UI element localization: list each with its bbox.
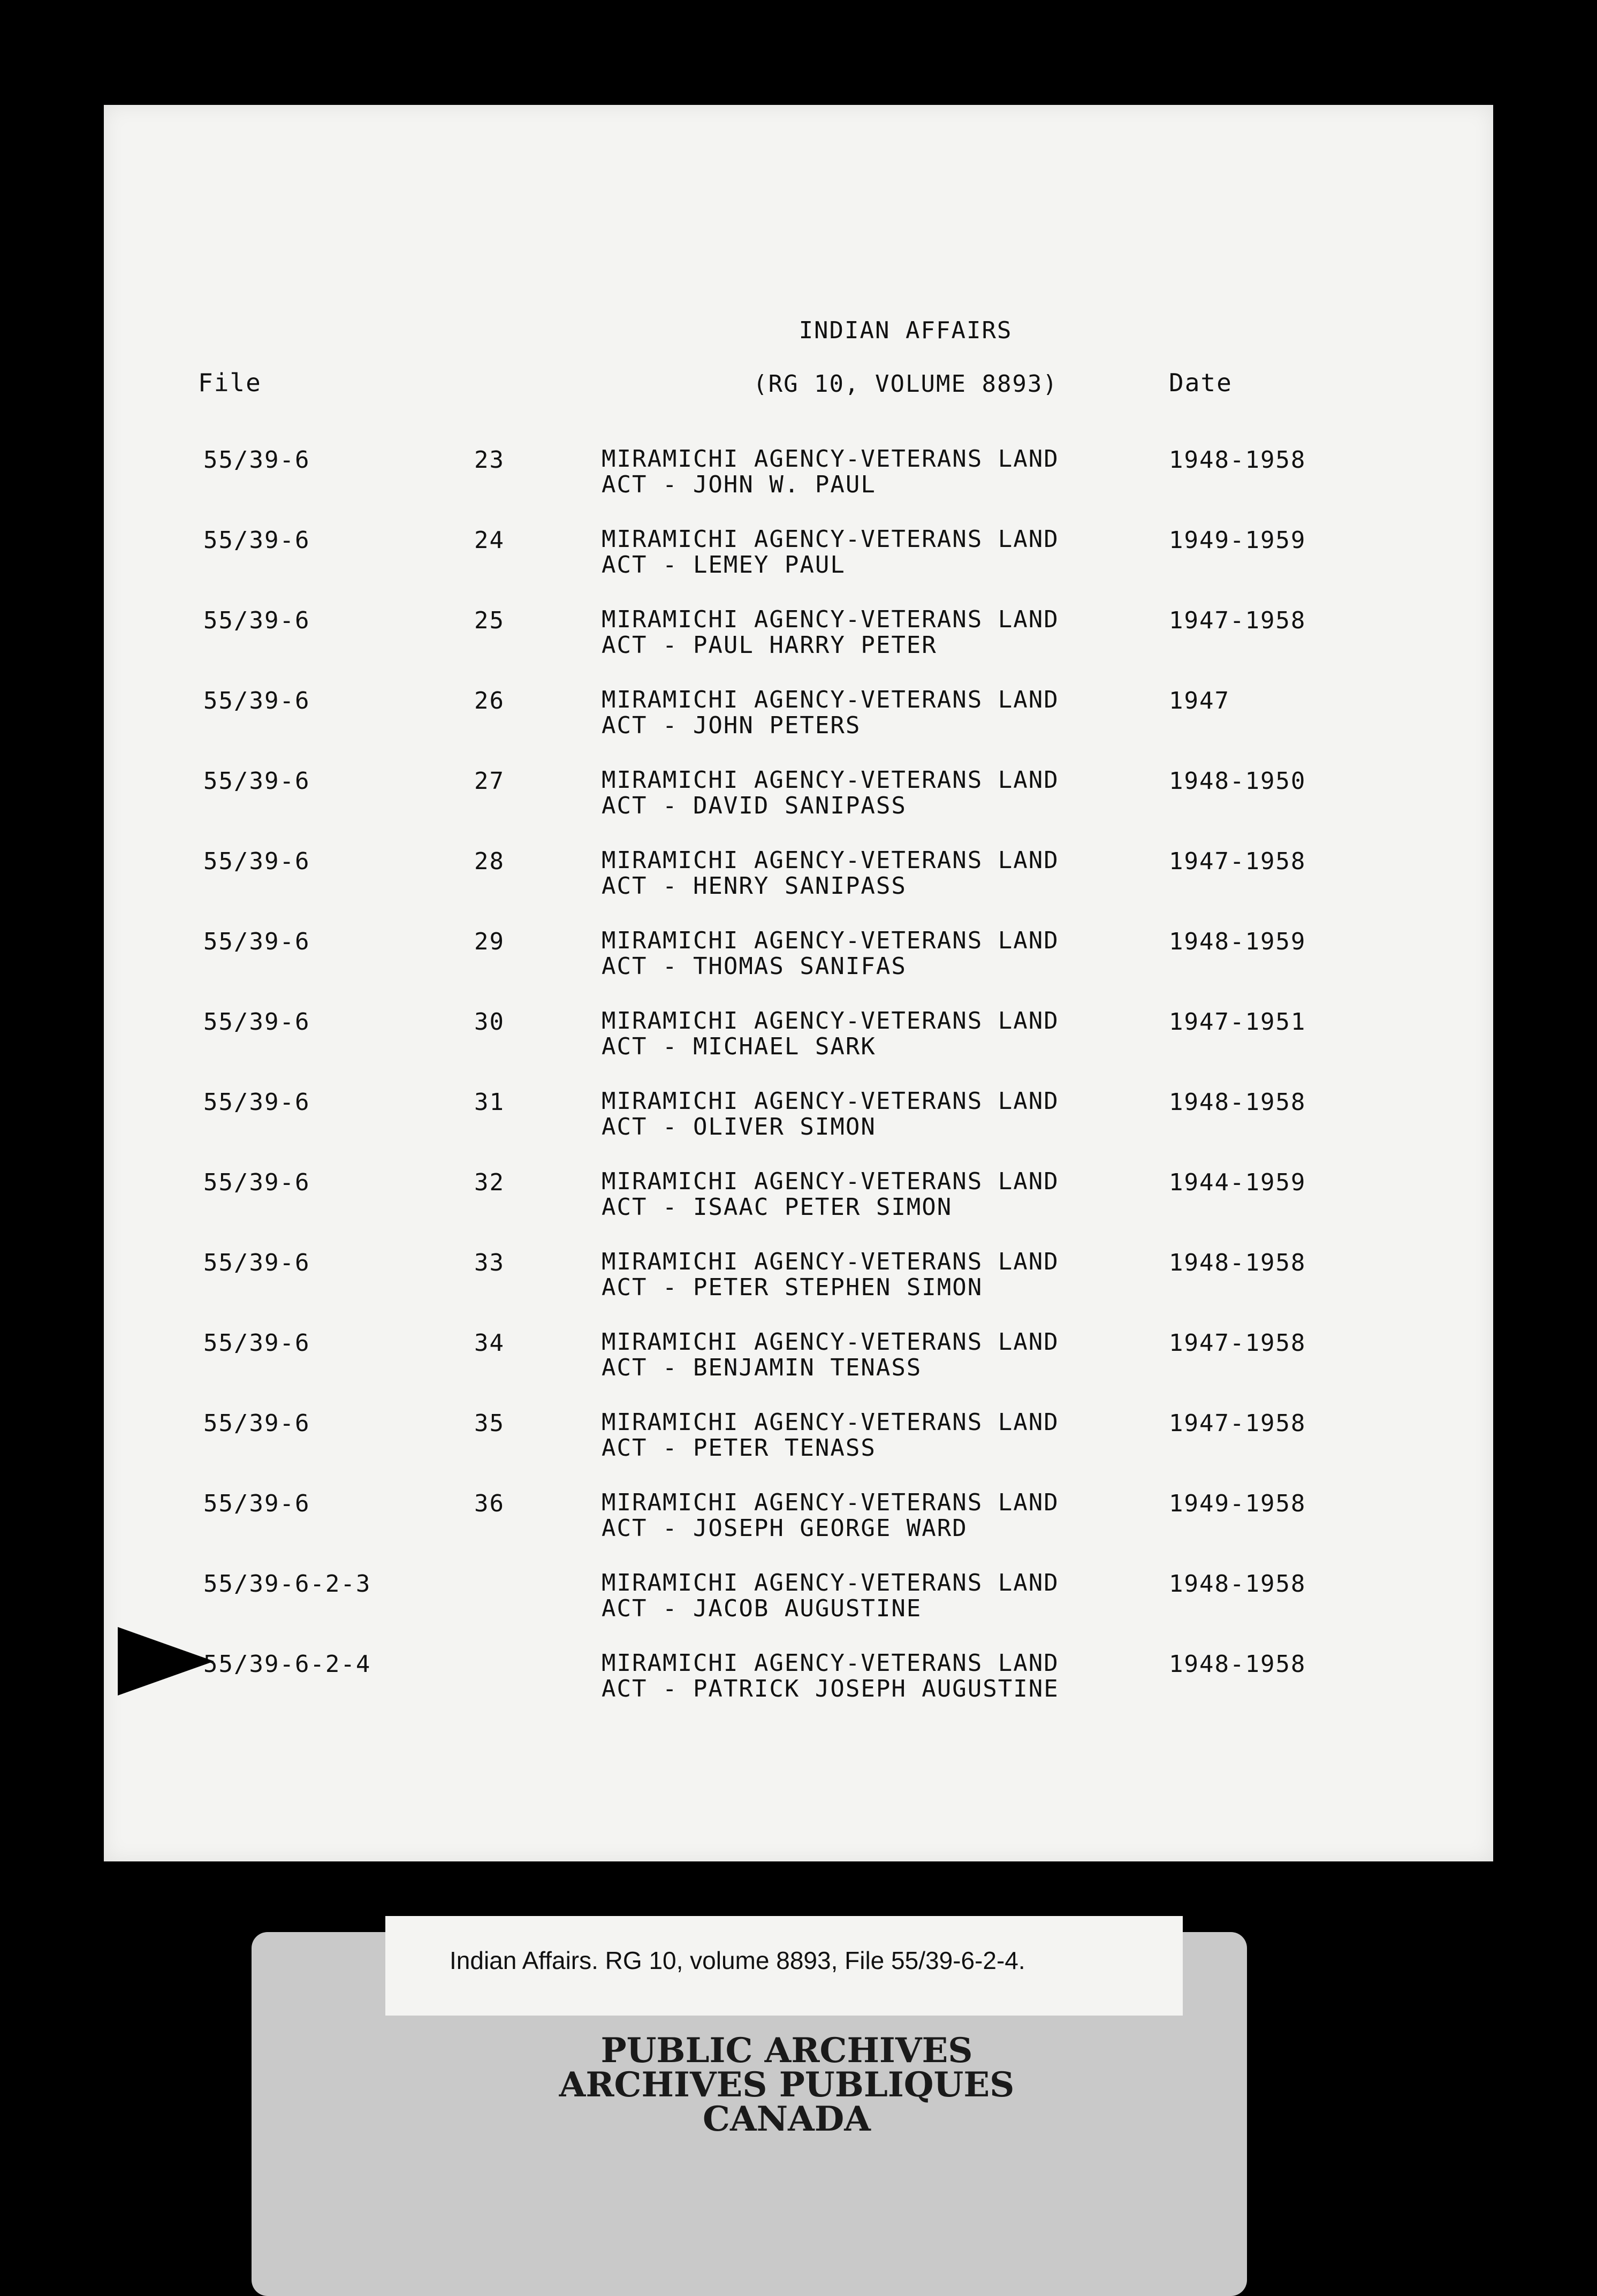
- entry-sequence-number: 32: [474, 1169, 505, 1196]
- archives-stamp: [514, 2031, 1060, 2139]
- list-item: [104, 1490, 1493, 1570]
- entry-title: [602, 1651, 1059, 1702]
- entry-title: [602, 687, 1059, 739]
- list-item: [104, 1089, 1493, 1169]
- entry-file-number: 55/39-6: [203, 1008, 310, 1036]
- entry-sequence-number: 28: [474, 848, 505, 875]
- entry-title-line-2: ACT - PAUL HARRY PETER: [602, 632, 937, 659]
- entry-date: 1947-1958: [1169, 1410, 1306, 1437]
- entry-title: [602, 527, 1059, 578]
- entry-title-line-1: MIRAMICHI AGENCY-VETERANS LAND: [602, 1168, 1059, 1195]
- list-item: [104, 848, 1493, 928]
- entry-sequence-number: 25: [474, 607, 505, 634]
- entry-title-line-2: ACT - DAVID SANIPASS: [602, 792, 907, 819]
- entry-date: 1948-1958: [1169, 1570, 1306, 1598]
- entry-title-line-2: ACT - PATRICK JOSEPH AUGUSTINE: [602, 1675, 1059, 1702]
- entry-file-number: 55/39-6: [203, 1329, 310, 1357]
- entry-date: 1944-1959: [1169, 1169, 1306, 1196]
- list-item: [104, 1329, 1493, 1410]
- entry-file-number: 55/39-6: [203, 848, 310, 875]
- entry-title-line-1: MIRAMICHI AGENCY-VETERANS LAND: [602, 766, 1059, 794]
- entry-title: [602, 1570, 1059, 1622]
- list-item: [104, 1008, 1493, 1089]
- entry-title: [602, 1329, 1059, 1381]
- entry-file-number: 55/39-6: [203, 1490, 310, 1517]
- entry-title-line-1: MIRAMICHI AGENCY-VETERANS LAND: [602, 1569, 1059, 1596]
- entry-sequence-number: 35: [474, 1410, 505, 1437]
- entry-title-line-1: MIRAMICHI AGENCY-VETERANS LAND: [602, 1489, 1059, 1516]
- entry-title-line-2: ACT - JACOB AUGUSTINE: [602, 1595, 922, 1622]
- stamp-line-3: CANADA: [703, 2099, 871, 2139]
- entry-title-line-1: MIRAMICHI AGENCY-VETERANS LAND: [602, 1409, 1059, 1436]
- entry-title-line-2: ACT - ISAAC PETER SIMON: [602, 1193, 953, 1221]
- entry-sequence-number: 29: [474, 928, 505, 955]
- entry-sequence-number: 27: [474, 767, 505, 795]
- entry-date: 1948-1958: [1169, 1089, 1306, 1116]
- entry-sequence-number: 23: [474, 446, 505, 474]
- entry-date: 1948-1950: [1169, 767, 1306, 795]
- citation-card: [385, 1916, 1183, 2016]
- entry-title-line-1: MIRAMICHI AGENCY-VETERANS LAND: [602, 927, 1059, 954]
- entry-file-number: 55/39-6: [203, 1089, 310, 1116]
- entry-title: [602, 446, 1059, 498]
- entry-title: [602, 607, 1059, 658]
- entry-date: 1947-1951: [1169, 1008, 1306, 1036]
- entry-title-line-2: ACT - MICHAEL SARK: [602, 1033, 876, 1060]
- entry-title: [602, 1169, 1059, 1220]
- entry-file-number: 55/39-6: [203, 607, 310, 634]
- citation-text: Indian Affairs. RG 10, volume 8893, File 55/39-6-2-4.: [450, 1947, 1025, 1974]
- entry-sequence-number: 34: [474, 1329, 505, 1357]
- entry-sequence-number: 24: [474, 527, 505, 554]
- entry-title: [602, 1249, 1059, 1301]
- file-column-header: File: [198, 368, 262, 397]
- list-item: [104, 928, 1493, 1008]
- entry-file-number: 55/39-6: [203, 687, 310, 714]
- entry-title: [602, 928, 1059, 979]
- entry-date: 1947: [1169, 687, 1230, 714]
- entry-title: [602, 1490, 1059, 1541]
- list-item: [104, 607, 1493, 687]
- list-item: [104, 446, 1493, 527]
- date-column-header: Date: [1169, 368, 1233, 397]
- entry-title-line-2: ACT - JOSEPH GEORGE WARD: [602, 1515, 968, 1542]
- list-item: [104, 767, 1493, 848]
- document-title: INDIAN AFFAIRS: [799, 317, 1013, 344]
- list-item: [104, 687, 1493, 767]
- list-item: [104, 1570, 1493, 1651]
- entry-title-line-2: ACT - HENRY SANIPASS: [602, 872, 907, 900]
- entry-sequence-number: 26: [474, 687, 505, 714]
- entry-file-number: 55/39-6-2-3: [203, 1570, 371, 1598]
- entry-title: [602, 848, 1059, 899]
- entry-file-number: 55/39-6: [203, 1410, 310, 1437]
- list-item: [104, 1249, 1493, 1329]
- entry-date: 1949-1959: [1169, 527, 1306, 554]
- entry-sequence-number: 31: [474, 1089, 505, 1116]
- entry-list: [104, 446, 1493, 1731]
- entry-title-line-1: MIRAMICHI AGENCY-VETERANS LAND: [602, 526, 1059, 553]
- entry-sequence-number: 36: [474, 1490, 505, 1517]
- entry-title-line-2: ACT - PETER TENASS: [602, 1434, 876, 1462]
- entry-file-number: 55/39-6: [203, 446, 310, 474]
- list-item: [104, 527, 1493, 607]
- entry-date: 1948-1958: [1169, 446, 1306, 474]
- entry-date: 1947-1958: [1169, 1329, 1306, 1357]
- entry-title-line-1: MIRAMICHI AGENCY-VETERANS LAND: [602, 1088, 1059, 1115]
- entry-title: [602, 1089, 1059, 1140]
- entry-file-number: 55/39-6: [203, 928, 310, 955]
- entry-title: [602, 767, 1059, 819]
- list-item: [104, 1410, 1493, 1490]
- entry-title-line-1: MIRAMICHI AGENCY-VETERANS LAND: [602, 847, 1059, 874]
- list-item: [104, 1651, 1493, 1731]
- entry-title-line-1: MIRAMICHI AGENCY-VETERANS LAND: [602, 1007, 1059, 1035]
- entry-file-number: 55/39-6: [203, 767, 310, 795]
- entry-file-number: 55/39-6-2-4: [203, 1651, 371, 1678]
- entry-title: [602, 1008, 1059, 1060]
- stamp-line-2: ARCHIVES PUBLIQUES: [559, 2065, 1015, 2105]
- entry-title: [602, 1410, 1059, 1461]
- entry-title-line-2: ACT - THOMAS SANIFAS: [602, 953, 907, 980]
- entry-title-line-2: ACT - JOHN PETERS: [602, 712, 861, 739]
- entry-title-line-2: ACT - LEMEY PAUL: [602, 551, 846, 579]
- entry-file-number: 55/39-6: [203, 1169, 310, 1196]
- entry-sequence-number: 33: [474, 1249, 505, 1276]
- list-item: [104, 1169, 1493, 1249]
- document-subtitle: (RG 10, VOLUME 8893): [753, 370, 1058, 398]
- stamp-line-1: PUBLIC ARCHIVES: [600, 2031, 973, 2071]
- entry-sequence-number: 30: [474, 1008, 505, 1036]
- entry-date: 1948-1958: [1169, 1249, 1306, 1276]
- entry-title-line-1: MIRAMICHI AGENCY-VETERANS LAND: [602, 445, 1059, 473]
- entry-date: 1947-1958: [1169, 607, 1306, 634]
- entry-date: 1949-1958: [1169, 1490, 1306, 1517]
- entry-title-line-1: MIRAMICHI AGENCY-VETERANS LAND: [602, 1328, 1059, 1356]
- document-page: [104, 105, 1493, 1861]
- entry-date: 1948-1959: [1169, 928, 1306, 955]
- entry-file-number: 55/39-6: [203, 1249, 310, 1276]
- entry-title-line-1: MIRAMICHI AGENCY-VETERANS LAND: [602, 1649, 1059, 1677]
- entry-title-line-1: MIRAMICHI AGENCY-VETERANS LAND: [602, 1248, 1059, 1275]
- entry-title-line-2: ACT - JOHN W. PAUL: [602, 471, 876, 498]
- entry-title-line-2: ACT - PETER STEPHEN SIMON: [602, 1274, 983, 1301]
- entry-title-line-1: MIRAMICHI AGENCY-VETERANS LAND: [602, 686, 1059, 713]
- entry-title-line-2: ACT - OLIVER SIMON: [602, 1113, 876, 1141]
- entry-file-number: 55/39-6: [203, 527, 310, 554]
- pointer-arrow-icon: [118, 1627, 214, 1696]
- entry-title-line-2: ACT - BENJAMIN TENASS: [602, 1354, 922, 1381]
- entry-date: 1947-1958: [1169, 848, 1306, 875]
- entry-title-line-1: MIRAMICHI AGENCY-VETERANS LAND: [602, 606, 1059, 633]
- entry-date: 1948-1958: [1169, 1651, 1306, 1678]
